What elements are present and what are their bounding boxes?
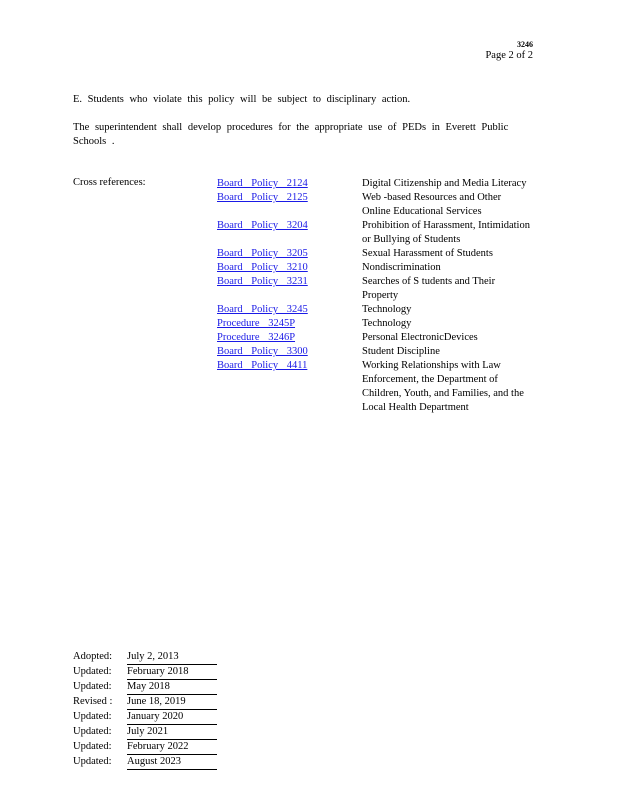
history-label: Revised : [73, 695, 113, 707]
history-label: Updated: [73, 665, 112, 677]
history-label: Updated: [73, 755, 112, 767]
cross-reference-row [217, 317, 532, 331]
cross-reference-row [217, 219, 532, 247]
cross-reference-row [217, 345, 532, 359]
policy-description: Sexual Harassment of Students [362, 248, 493, 259]
history-row [73, 665, 217, 680]
history-date: January 2020 [127, 710, 217, 725]
policy-link[interactable]: Procedure 3246P [217, 332, 296, 343]
policy-description: Prohibition of Harassment, Intimidation or Bullying of Students [362, 220, 530, 245]
history-label: Updated: [73, 680, 112, 692]
history-row [73, 740, 217, 755]
history-row [73, 650, 217, 665]
policy-description: Personal ElectronicDevices [362, 332, 478, 343]
policy-link[interactable]: Board Policy 3300 [217, 346, 308, 357]
history-label: Adopted: [73, 651, 113, 662]
history-row [73, 725, 217, 740]
history-label: Updated: [73, 725, 112, 737]
cross-reference-row [217, 247, 532, 261]
history-row [73, 680, 217, 695]
policy-link[interactable]: Board Policy 3205 [217, 248, 308, 259]
policy-link[interactable]: Board Policy 3245 [217, 304, 308, 315]
history-date: February 2018 [127, 665, 217, 680]
policy-link[interactable]: Board Policy 3231 [217, 276, 308, 287]
history-row [73, 755, 217, 770]
policy-description: Nondiscrimination [362, 262, 441, 273]
policy-description: Digital Citizenship and Media Literacy [362, 178, 527, 189]
history-date: June 18, 2019 [127, 695, 217, 710]
cross-reference-row [217, 359, 532, 415]
history-label: Updated: [73, 740, 112, 752]
policy-link[interactable]: Board Policy 2125 [217, 192, 308, 203]
policy-link[interactable]: Board Policy 2124 [217, 178, 308, 189]
policy-description: Technology [362, 304, 412, 315]
paragraph-e: E. Students who violate this policy will be subject to disciplinary action. [73, 94, 411, 105]
page-number: Page 2 of 2 [485, 50, 533, 61]
adoption-history [73, 650, 217, 770]
cross-reference-row [217, 191, 532, 219]
history-row [73, 710, 217, 725]
history-date: July 2021 [127, 725, 217, 740]
history-date: May 2018 [127, 680, 217, 695]
policy-description: Searches of S tudents and Their Property [362, 276, 496, 301]
paragraph-superintendent: The superintendent shall develop procedures for the appropriate use of PEDs in Everett Public Schools . [73, 122, 509, 147]
cross-reference-row [217, 331, 532, 345]
policy-link[interactable]: Procedure 3245P [217, 318, 296, 329]
history-label: Updated: [73, 710, 112, 722]
history-date: February 2022 [127, 740, 217, 755]
policy-description: Web -based Resources and Other Online Educational Services [362, 192, 502, 217]
policy-number: 3246 [517, 40, 533, 49]
policy-link[interactable]: Board Policy 3204 [217, 220, 308, 231]
policy-description: Technology [362, 318, 412, 329]
cross-references-table [217, 177, 532, 415]
cross-reference-row [217, 261, 532, 275]
policy-description: Student Discipline [362, 346, 440, 357]
policy-link[interactable]: Board Policy 4411 [217, 360, 308, 371]
policy-description: Working Relationships with Law Enforcement, the Department of Children, Youth, and Families, and the Local Health Department [362, 360, 524, 413]
history-date: August 2023 [127, 755, 217, 770]
cross-reference-row [217, 177, 532, 191]
history-row [73, 695, 217, 710]
policy-link[interactable]: Board Policy 3210 [217, 262, 308, 273]
cross-references-label: Cross references: [73, 177, 146, 188]
cross-reference-row [217, 275, 532, 303]
history-date: July 2, 2013 [127, 650, 217, 665]
cross-reference-row [217, 303, 532, 317]
